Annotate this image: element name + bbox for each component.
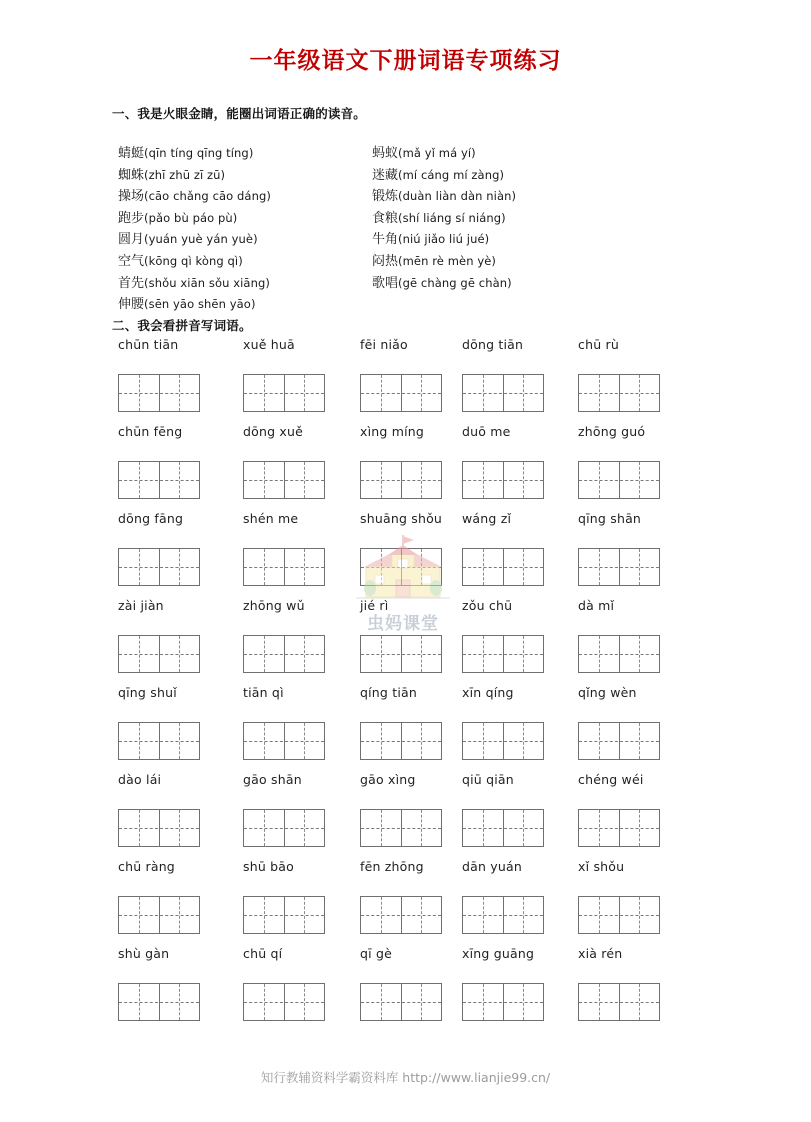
- pinyin-label: shù gàn: [118, 946, 170, 961]
- tianzige-writing-box[interactable]: [578, 896, 660, 934]
- tianzige-writing-box[interactable]: [118, 461, 200, 499]
- tianzige-writing-box[interactable]: [360, 461, 442, 499]
- choice-options[interactable]: (shǒu xiān sǒu xiāng): [144, 275, 270, 290]
- pinyin-word-item: [578, 510, 660, 586]
- cell-divider: [503, 984, 504, 1020]
- pinyin-label: gāo xìng: [360, 772, 416, 787]
- grid-row: [0, 423, 811, 510]
- pinyin-word-item: [462, 771, 544, 847]
- cell-divider: [159, 462, 160, 498]
- choice-word: 蜘蛛: [118, 167, 145, 183]
- choice-line[interactable]: [372, 208, 516, 230]
- pinyin-word-item: [360, 336, 442, 412]
- cell-divider: [401, 462, 402, 498]
- pinyin-word-item: [578, 336, 660, 412]
- pinyin-label: xià rén: [578, 946, 623, 961]
- pinyin-word-item: [360, 945, 442, 1021]
- pinyin-label: wáng zǐ: [462, 511, 512, 526]
- pinyin-label: chū rù: [578, 337, 619, 352]
- pinyin-label: fēi niǎo: [360, 337, 408, 352]
- cell-divider: [284, 375, 285, 411]
- tianzige-writing-box[interactable]: [578, 635, 660, 673]
- pinyin-word-item: [462, 945, 544, 1021]
- cell-divider: [284, 636, 285, 672]
- pinyin-label: xǐ shǒu: [578, 859, 625, 874]
- pinyin-word-item: [578, 945, 660, 1021]
- pinyin-word-item: [118, 510, 200, 586]
- cell-divider: [503, 810, 504, 846]
- tianzige-writing-box[interactable]: [118, 722, 200, 760]
- pinyin-word-item: [118, 771, 200, 847]
- pinyin-label: chūn tiān: [118, 337, 179, 352]
- pinyin-word-item: [462, 597, 544, 673]
- tianzige-writing-box[interactable]: [243, 374, 325, 412]
- tianzige-writing-box[interactable]: [243, 983, 325, 1021]
- cell-divider: [159, 723, 160, 759]
- cell-divider: [401, 897, 402, 933]
- pinyin-label: qíng tiān: [360, 685, 417, 700]
- tianzige-writing-box[interactable]: [360, 374, 442, 412]
- pinyin-label: dà mǐ: [578, 598, 615, 613]
- pinyin-word-item: [243, 510, 325, 586]
- cell-divider: [401, 549, 402, 585]
- pinyin-word-item: [578, 423, 660, 499]
- tianzige-writing-box[interactable]: [243, 896, 325, 934]
- choice-word: 操场: [118, 189, 145, 205]
- tianzige-writing-box[interactable]: [578, 809, 660, 847]
- tianzige-writing-box[interactable]: [243, 548, 325, 586]
- tianzige-writing-box[interactable]: [462, 722, 544, 760]
- choice-word: 空气: [118, 253, 145, 269]
- pinyin-word-item: [243, 597, 325, 673]
- choice-word: 伸腰: [118, 297, 145, 313]
- pinyin-label: qī gè: [360, 946, 393, 961]
- pinyin-word-item: [360, 858, 442, 934]
- choice-word: 圆月: [118, 232, 145, 248]
- choice-column-right: [372, 143, 516, 294]
- cell-divider: [159, 897, 160, 933]
- watermark-text: 虫妈课堂: [367, 614, 439, 634]
- tianzige-writing-box[interactable]: [118, 983, 200, 1021]
- tianzige-writing-box[interactable]: [360, 896, 442, 934]
- cell-divider: [284, 984, 285, 1020]
- grid-row: [0, 945, 811, 1032]
- cell-divider: [401, 723, 402, 759]
- grid-row: [0, 684, 811, 771]
- choice-line[interactable]: [118, 251, 271, 273]
- page-title: 一年级语文下册词语专项练习: [249, 47, 562, 74]
- footer-source-text: 知行教辅资料学霸资料库 http://www.lianjie99.cn/: [260, 1070, 551, 1085]
- choice-options[interactable]: (zhī zhū zī zū): [144, 167, 226, 182]
- tianzige-writing-box[interactable]: [360, 548, 442, 586]
- pinyin-label: qīng shān: [578, 511, 642, 526]
- cell-divider: [619, 810, 620, 846]
- pinyin-label: chū ràng: [118, 859, 175, 874]
- pinyin-label: zài jiàn: [118, 598, 164, 613]
- grid-row: [0, 597, 811, 684]
- tianzige-writing-box[interactable]: [243, 722, 325, 760]
- tianzige-writing-box[interactable]: [462, 809, 544, 847]
- choice-line[interactable]: [372, 165, 516, 187]
- choice-word: 牛角: [372, 232, 399, 248]
- pinyin-word-item: [118, 423, 200, 499]
- pinyin-label: xuě huā: [243, 337, 295, 352]
- grid-row: [0, 771, 811, 858]
- tianzige-writing-box[interactable]: [118, 635, 200, 673]
- choice-line[interactable]: [372, 251, 516, 273]
- cell-divider: [503, 462, 504, 498]
- pinyin-word-item: [118, 336, 200, 412]
- pinyin-word-item: [243, 423, 325, 499]
- pinyin-word-item: [462, 858, 544, 934]
- choice-column-left: [118, 143, 271, 316]
- pinyin-label: jié rì: [360, 598, 389, 613]
- pinyin-label: dōng tiān: [462, 337, 524, 352]
- cell-divider: [401, 636, 402, 672]
- choice-line[interactable]: [118, 273, 271, 295]
- tianzige-writing-box[interactable]: [462, 896, 544, 934]
- pinyin-word-item: [118, 858, 200, 934]
- pinyin-label: fēn zhōng: [360, 859, 424, 874]
- choice-options[interactable]: (kōng qì kòng qì): [144, 253, 243, 268]
- pinyin-label: qīng shuǐ: [118, 685, 177, 700]
- pinyin-word-item: [578, 858, 660, 934]
- pinyin-word-item: [243, 858, 325, 934]
- tianzige-writing-box[interactable]: [360, 983, 442, 1021]
- cell-divider: [619, 897, 620, 933]
- cell-divider: [619, 723, 620, 759]
- cell-divider: [503, 723, 504, 759]
- pinyin-word-item: [243, 336, 325, 412]
- cell-divider: [619, 636, 620, 672]
- pinyin-label: chūn fēng: [118, 424, 183, 439]
- pinyin-label: dōng fāng: [118, 511, 184, 526]
- choice-options[interactable]: (niú jiǎo liú jué): [398, 232, 490, 247]
- pinyin-label: chū qí: [243, 946, 283, 961]
- choice-word: 歌唱: [372, 275, 399, 291]
- pinyin-label: gāo shān: [243, 772, 302, 787]
- choice-line[interactable]: [118, 294, 271, 316]
- grid-row: [0, 336, 811, 423]
- cell-divider: [503, 897, 504, 933]
- pinyin-word-item: [462, 336, 544, 412]
- tianzige-writing-box[interactable]: [462, 983, 544, 1021]
- pinyin-label: shén me: [243, 511, 299, 526]
- section-2-heading: 二、我会看拼音写词语。: [112, 318, 252, 333]
- cell-divider: [284, 723, 285, 759]
- choice-word: 锻炼: [372, 189, 399, 205]
- choice-line[interactable]: [118, 143, 271, 165]
- pinyin-word-item: [360, 684, 442, 760]
- grid-row: [0, 510, 811, 597]
- cell-divider: [159, 810, 160, 846]
- cell-divider: [619, 549, 620, 585]
- tianzige-writing-box[interactable]: [360, 722, 442, 760]
- pinyin-word-item: [578, 597, 660, 673]
- pinyin-word-item: [118, 945, 200, 1021]
- pinyin-label: tiān qì: [243, 685, 284, 700]
- pinyin-word-item: [578, 684, 660, 760]
- choice-options[interactable]: (shí liáng sí niáng): [398, 210, 506, 225]
- choice-word: 蚂蚁: [372, 146, 399, 161]
- cell-divider: [503, 636, 504, 672]
- tianzige-writing-box[interactable]: [578, 461, 660, 499]
- choice-options[interactable]: (cāo chǎng cāo dáng): [144, 189, 271, 204]
- cell-divider: [284, 897, 285, 933]
- tianzige-writing-box[interactable]: [578, 983, 660, 1021]
- choice-options[interactable]: (pǎo bù páo pù): [144, 210, 238, 225]
- choice-options[interactable]: (mí cáng mí zàng): [398, 167, 505, 182]
- pinyin-word-item: [360, 510, 442, 586]
- pinyin-label: qiū qiān: [462, 772, 514, 787]
- pinyin-word-item: [360, 771, 442, 847]
- choice-line[interactable]: [372, 273, 516, 295]
- pinyin-word-item: [462, 684, 544, 760]
- pinyin-word-item: [118, 684, 200, 760]
- choice-word: 迷藏: [372, 167, 399, 183]
- choice-line[interactable]: [372, 186, 516, 208]
- pinyin-label: xìng míng: [360, 424, 425, 439]
- choice-options[interactable]: (mēn rè mèn yè): [398, 253, 497, 268]
- cell-divider: [159, 984, 160, 1020]
- tianzige-writing-box[interactable]: [118, 548, 200, 586]
- cell-divider: [159, 636, 160, 672]
- pinyin-label: shū bāo: [243, 859, 294, 874]
- tianzige-writing-box[interactable]: [243, 809, 325, 847]
- pinyin-label: shuāng shǒu: [360, 511, 443, 526]
- choice-word: 闷热: [372, 253, 399, 269]
- pinyin-word-item: [360, 597, 442, 673]
- cell-divider: [619, 462, 620, 498]
- choice-line[interactable]: [118, 208, 271, 230]
- cell-divider: [401, 984, 402, 1020]
- tianzige-writing-box[interactable]: [243, 461, 325, 499]
- pinyin-label: dào lái: [118, 772, 162, 787]
- choice-word: 首先: [118, 275, 145, 291]
- choice-options[interactable]: (mǎ yǐ má yí): [398, 146, 476, 160]
- pinyin-word-item: [243, 945, 325, 1021]
- pinyin-label: qǐng wèn: [578, 685, 637, 700]
- pinyin-label: xīng guāng: [462, 946, 535, 961]
- tianzige-writing-box[interactable]: [118, 809, 200, 847]
- pinyin-label: chéng wéi: [578, 772, 644, 787]
- tianzige-writing-box[interactable]: [578, 548, 660, 586]
- cell-divider: [619, 984, 620, 1020]
- choice-word: 蜻蜓: [118, 146, 145, 161]
- pinyin-word-item: [243, 684, 325, 760]
- tianzige-writing-box[interactable]: [462, 374, 544, 412]
- choice-line[interactable]: [118, 165, 271, 187]
- choice-line[interactable]: [118, 186, 271, 208]
- tianzige-writing-box[interactable]: [578, 722, 660, 760]
- cell-divider: [159, 375, 160, 411]
- cell-divider: [284, 549, 285, 585]
- cell-divider: [401, 810, 402, 846]
- tianzige-writing-box[interactable]: [578, 374, 660, 412]
- pinyin-word-item: [462, 510, 544, 586]
- pinyin-label: dān yuán: [462, 859, 522, 874]
- pinyin-word-item: [243, 771, 325, 847]
- tianzige-writing-box[interactable]: [243, 635, 325, 673]
- choice-options[interactable]: (duàn liàn dàn niàn): [398, 189, 517, 204]
- choice-line[interactable]: [372, 143, 516, 165]
- pinyin-label: dōng xuě: [243, 424, 304, 439]
- cell-divider: [619, 375, 620, 411]
- cell-divider: [401, 375, 402, 411]
- cell-divider: [503, 549, 504, 585]
- choice-line[interactable]: [118, 229, 271, 251]
- choice-word: 跑步: [118, 210, 145, 226]
- choice-options[interactable]: (yuán yuè yán yuè): [144, 232, 258, 247]
- cell-divider: [503, 375, 504, 411]
- pinyin-label: zhōng guó: [578, 424, 646, 439]
- tianzige-writing-box[interactable]: [462, 635, 544, 673]
- pinyin-writing-grid-section: [0, 336, 811, 1032]
- section-1-heading: 一、我是火眼金睛，能圈出词语正确的读音。: [112, 106, 367, 121]
- pinyin-label: zhōng wǔ: [243, 598, 305, 613]
- pinyin-label: xīn qíng: [462, 685, 514, 700]
- tianzige-writing-box[interactable]: [462, 548, 544, 586]
- tianzige-writing-box[interactable]: [360, 635, 442, 673]
- grid-row: [0, 858, 811, 945]
- cell-divider: [284, 810, 285, 846]
- pinyin-word-item: [118, 597, 200, 673]
- choice-options[interactable]: (gē chàng gē chàn): [398, 275, 512, 290]
- pinyin-label: zǒu chū: [462, 598, 513, 613]
- tianzige-writing-box[interactable]: [360, 809, 442, 847]
- tianzige-writing-box[interactable]: [462, 461, 544, 499]
- pinyin-word-item: [578, 771, 660, 847]
- choice-line[interactable]: [372, 229, 516, 251]
- choice-word: 食粮: [372, 210, 399, 226]
- choice-options[interactable]: (sēn yāo shēn yāo): [144, 297, 256, 312]
- pinyin-word-item: [462, 423, 544, 499]
- tianzige-writing-box[interactable]: [118, 896, 200, 934]
- tianzige-writing-box[interactable]: [118, 374, 200, 412]
- cell-divider: [159, 549, 160, 585]
- pinyin-word-item: [360, 423, 442, 499]
- pinyin-label: duō me: [462, 424, 511, 439]
- choice-options[interactable]: (qīn tíng qīng tíng): [144, 146, 254, 160]
- cell-divider: [284, 462, 285, 498]
